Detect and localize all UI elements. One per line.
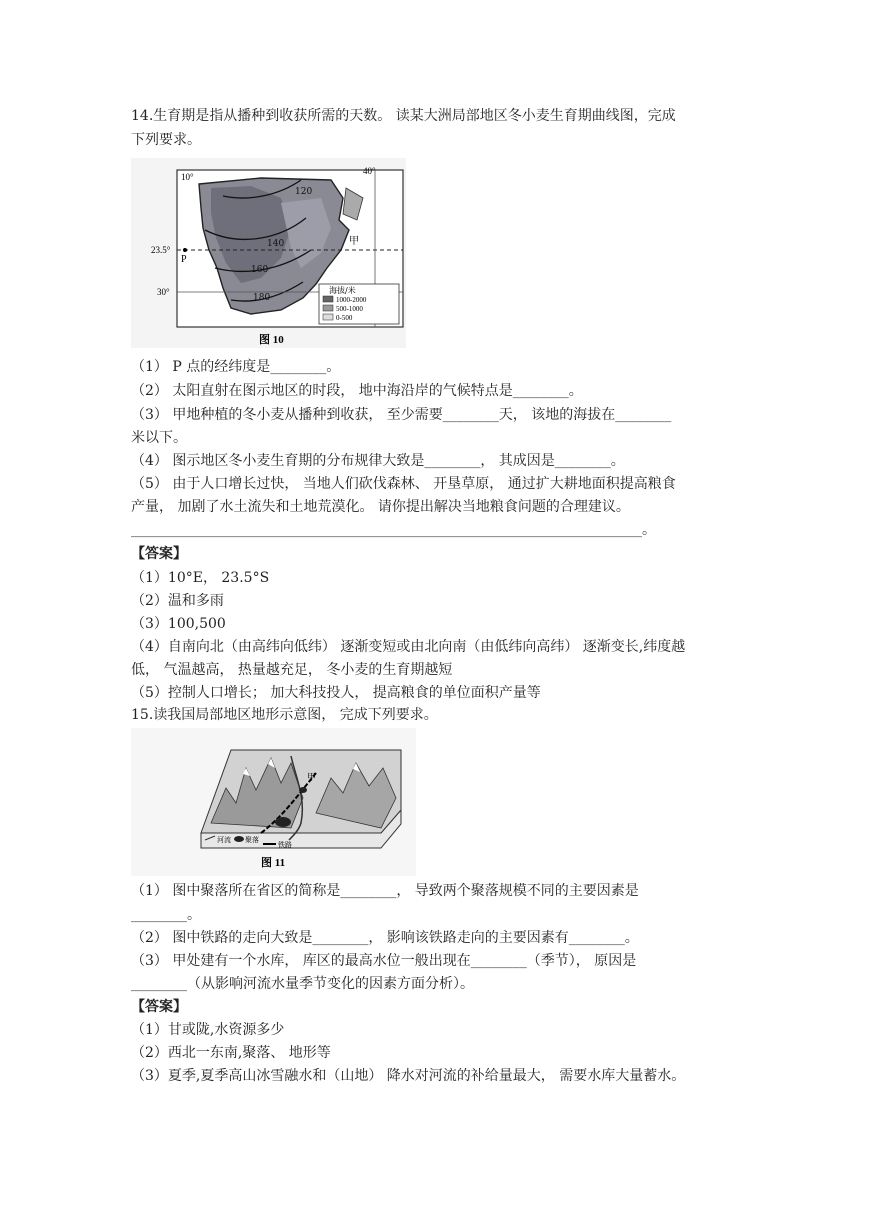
q15-sub1-line1: （1） 图中聚落所在省区的简称是________， 导致两个聚落规模不同的主要因素是 (131, 883, 639, 899)
q15-answer-3: （3）夏季,夏季高山冰雪融水和（山地） 降水对河流的补给量最大， 需要水库大量蓄水。 (131, 1068, 686, 1084)
lat-label-23-5: 23.5° (151, 245, 171, 255)
legend-swatch-mid (323, 305, 333, 311)
legend-railway: 铁路 (278, 841, 292, 849)
legend-settlement: 聚落 (245, 836, 259, 844)
legend-swatch-low (323, 314, 333, 320)
legend-item-high: 1000-2000 (336, 296, 367, 304)
q14-sub1: （1） P 点的经纬度是________。 (131, 359, 341, 375)
wheat-growth-period-map (131, 158, 406, 348)
q15-sub1-line2: ________。 (131, 907, 201, 923)
q14-sub2: （2） 太阳直射在图示地区的时段， 地中海沿岸的气候特点是________。 (131, 383, 583, 399)
q14-answer-label: 【答案】 (131, 546, 187, 562)
q14-stem-line1: 14.生育期是指从播种到收获所需的天数。 读某大洲局部地区冬小麦生育期曲线图，完成 (131, 108, 676, 124)
place-jia-label: 甲 (349, 236, 359, 247)
q15-sub3-line2: ________（从影响河流水量季节变化的因素方面分析）。 (131, 976, 474, 992)
settlement-large (275, 817, 291, 827)
point-p-label: P (181, 254, 187, 265)
q14-answer-4-line2: 低， 气温越高， 热量越充足， 冬小麦的生育期越短 (131, 662, 453, 678)
figure-11-caption: 图 11 (261, 857, 286, 869)
point-p-marker (183, 248, 187, 252)
q15-answer-1: （1）甘或陇,水资源多少 (131, 1022, 285, 1038)
legend-settlement-swatch (234, 836, 244, 842)
q14-sub5-line1: （5） 由于人口增长过快， 当地人们砍伐森林、 开垦草原， 通过扩大耕地面积提高粮食 (131, 476, 676, 492)
settlement-small (299, 787, 307, 793)
legend-river: 河流 (217, 836, 231, 844)
figure-10-map (131, 158, 406, 348)
lon-label-40: 40° (363, 166, 376, 176)
q15-stem: 15.读我国局部地区地形示意图， 完成下列要求。 (131, 707, 438, 723)
legend-swatch-high (323, 296, 333, 302)
figure-11-terrain (131, 728, 416, 876)
contour-label-160: 160 (251, 265, 269, 275)
q15-answer-label: 【答案】 (131, 999, 187, 1015)
contour-label-180: 180 (253, 293, 271, 303)
q14-sub5-line3: _________________________________________________________________________。 (131, 522, 656, 538)
q14-sub5-line2: 产量， 加剧了水土流失和土地荒漠化。 请你提出解决当地粮食问题的合理建议。 (131, 499, 630, 515)
q14-sub3-line1: （3） 甲地种植的冬小麦从播种到收获， 至少需要________天， 该地的海拔在________ (131, 407, 672, 423)
map-legend (319, 284, 399, 324)
q14-answer-1: （1）10°E， 23.5°S (131, 570, 270, 586)
q15-answer-2: （2）西北一东南,聚落、 地形等 (131, 1045, 331, 1061)
lon-label-10: 10° (181, 172, 194, 182)
q14-answer-2: （2）温和多雨 (131, 593, 224, 609)
legend-title: 海拔/米 (329, 286, 356, 295)
q14-answer-3: （3）100,500 (131, 616, 226, 632)
legend-item-low: 0-500 (336, 314, 353, 322)
figure-10-caption: 图 10 (259, 334, 284, 346)
contour-label-140: 140 (267, 239, 285, 249)
q15-sub3-line1: （3） 甲处建有一个水库， 库区的最高水位一般出现在________（季节）， 原因是 (131, 953, 637, 969)
q14-stem-line2: 下列要求。 (131, 132, 201, 148)
q14-sub4: （4） 图示地区冬小麦生育期的分布规律大致是________， 其成因是________。 (131, 453, 625, 469)
legend-item-mid: 500-1000 (336, 305, 363, 313)
terrain-block-diagram (131, 728, 416, 876)
q14-sub3-line2: 米以下。 (131, 430, 187, 446)
q15-sub2: （2） 图中铁路的走向大致是________， 影响该铁路走向的主要因素有________。 (131, 930, 639, 946)
place-jia-label-fig11: 甲 (307, 773, 317, 783)
contour-label-120: 120 (295, 187, 313, 197)
q14-answer-4-line1: （4）自南向北（由高纬向低纬） 逐渐变短或由北向南（由低纬向高纬） 逐渐变长,纬度越 (131, 639, 686, 655)
q14-answer-5: （5）控制人口增长； 加大科技投人， 提高粮食的单位面积产量等 (131, 685, 541, 701)
lat-label-30: 30° (157, 287, 170, 297)
